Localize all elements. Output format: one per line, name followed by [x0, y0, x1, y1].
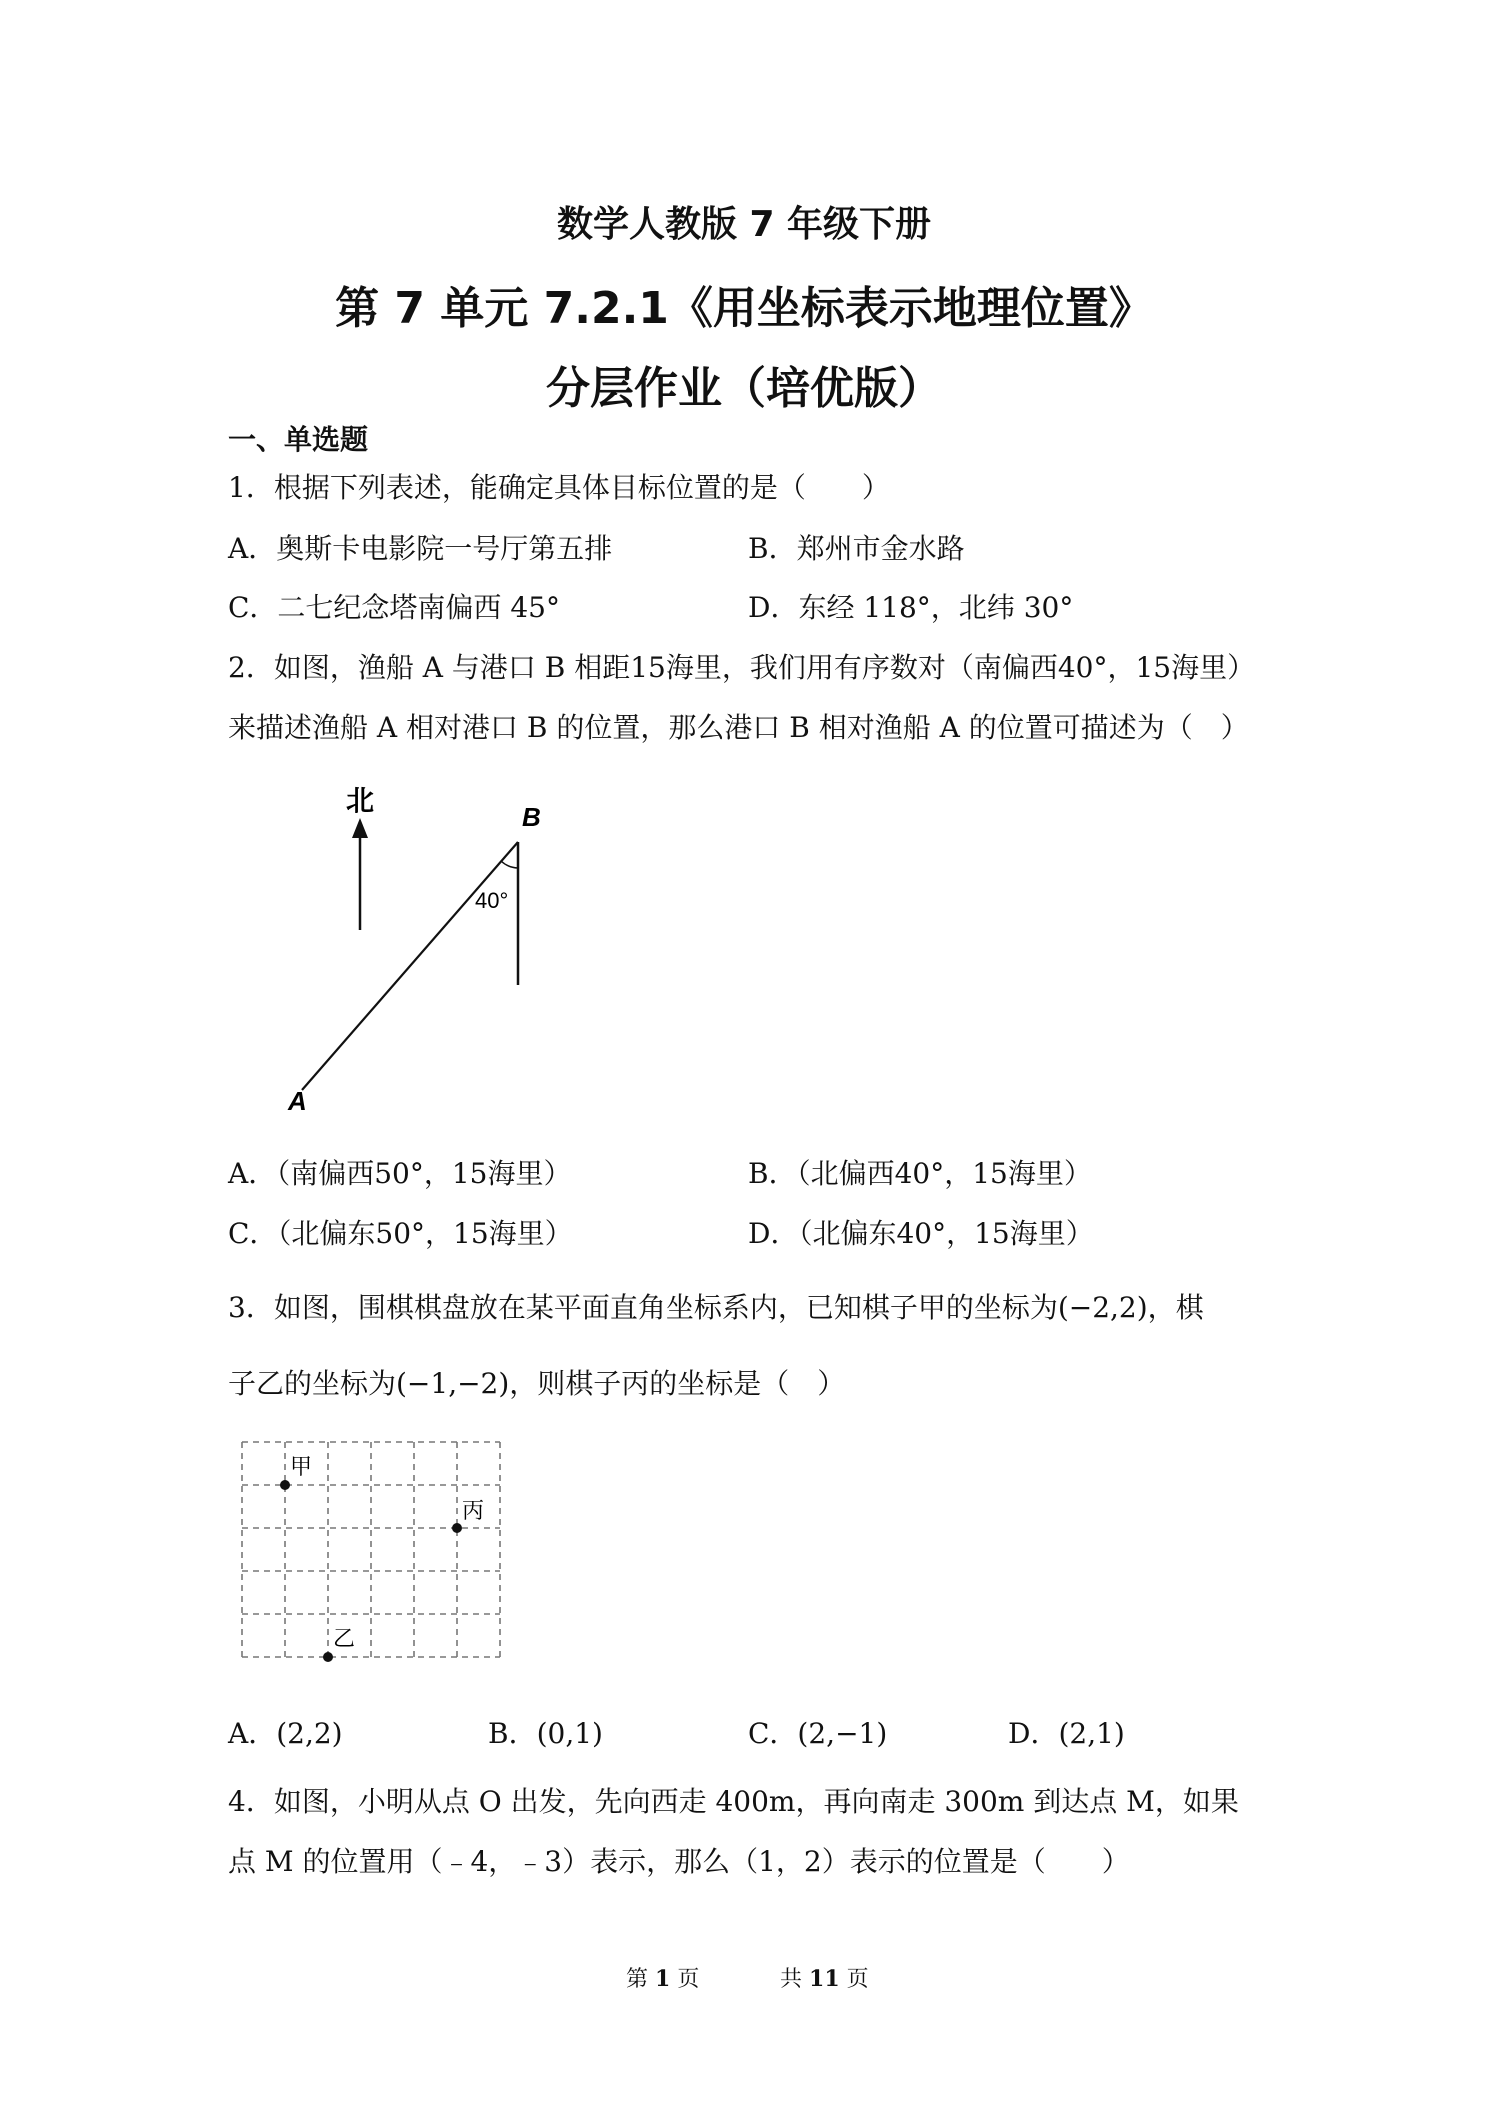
doc-assignment-title: 分层作业（培优版）	[546, 363, 942, 414]
q3-option-c: C．(2,−1)	[748, 1717, 888, 1750]
stone-yi-label: 乙	[333, 1626, 356, 1651]
page-number	[626, 1962, 699, 1993]
q1-option-d: D．东经 118°，北纬 30°	[748, 591, 1074, 624]
page-unit: 页	[677, 1967, 700, 1992]
doc-unit-title: 第 7 单元 7.2.1《用坐标表示地理位置》	[335, 283, 1153, 334]
angle-label: 40°	[475, 888, 509, 913]
point-b-label: B	[522, 802, 541, 832]
stone-yi	[323, 1652, 333, 1662]
stone-jia-label: 甲	[290, 1454, 313, 1479]
q1-option-a: A．奥斯卡电影院一号厅第五排	[228, 532, 613, 565]
q2-stem-line1: 2．如图，渔船 A 与港口 B 相距15海里，我们用有序数对（南偏西40°，15海里）	[228, 651, 1256, 684]
point-a-label: A	[288, 1086, 307, 1116]
section-heading: 一、单选题	[228, 423, 369, 456]
q4-stem-line1: 4．如图，小明从点 O 出发，先向西走 400m，再向南走 300m 到达点 M，如果	[228, 1785, 1239, 1818]
q2-option-d: D．（北偏东40°，15海里）	[748, 1217, 1094, 1250]
q2-direction-figure	[270, 780, 570, 1120]
doc-subject-title: 数学人教版 7 年级下册	[556, 204, 932, 245]
page-total	[780, 1962, 869, 1993]
q1-option-b: B．郑州市金水路	[748, 532, 965, 565]
board-grid	[242, 1442, 500, 1657]
total-pages: 11	[809, 1966, 840, 1992]
q3-go-board-figure	[230, 1430, 520, 1670]
q2-option-b: B．（北偏西40°，15海里）	[748, 1157, 1092, 1190]
stone-bing-label: 丙	[462, 1498, 485, 1523]
q4-stem-line2: 点 M 的位置用（﹣4，﹣3）表示，那么（1，2）表示的位置是（ ）	[228, 1845, 1130, 1878]
q2-option-c: C．（北偏东50°，15海里）	[228, 1217, 573, 1250]
total-label: 共	[780, 1967, 803, 1992]
stone-bing	[452, 1523, 462, 1533]
q2-stem-line2: 来描述渔船 A 相对港口 B 的位置，那么港口 B 相对渔船 A 的位置可描述为（ ）	[228, 711, 1249, 744]
q3-stem-line1: 3．如图，围棋棋盘放在某平面直角坐标系内，已知棋子甲的坐标为(−2,2)，棋	[228, 1291, 1204, 1324]
segment-ab	[302, 842, 518, 1090]
page-current: 1	[655, 1966, 671, 1992]
page-label: 第	[626, 1967, 649, 1992]
q3-option-d: D．(2,1)	[1008, 1717, 1125, 1750]
total-unit: 页	[846, 1967, 869, 1992]
q1-option-c: C．二七纪念塔南偏西 45°	[228, 591, 560, 624]
north-arrow-head	[352, 818, 368, 838]
stone-jia	[280, 1480, 290, 1490]
q3-option-a: A．(2,2)	[228, 1717, 343, 1750]
angle-arc	[501, 861, 518, 868]
q3-stem-line2: 子乙的坐标为(−1,−2)，则棋子丙的坐标是（ ）	[228, 1367, 846, 1400]
north-label: 北	[345, 785, 375, 816]
q2-option-a: A．（南偏西50°，15海里）	[228, 1157, 572, 1190]
q1-stem: 1．根据下列表述，能确定具体目标位置的是（ ）	[228, 471, 890, 504]
q3-option-b: B．(0,1)	[488, 1717, 603, 1750]
